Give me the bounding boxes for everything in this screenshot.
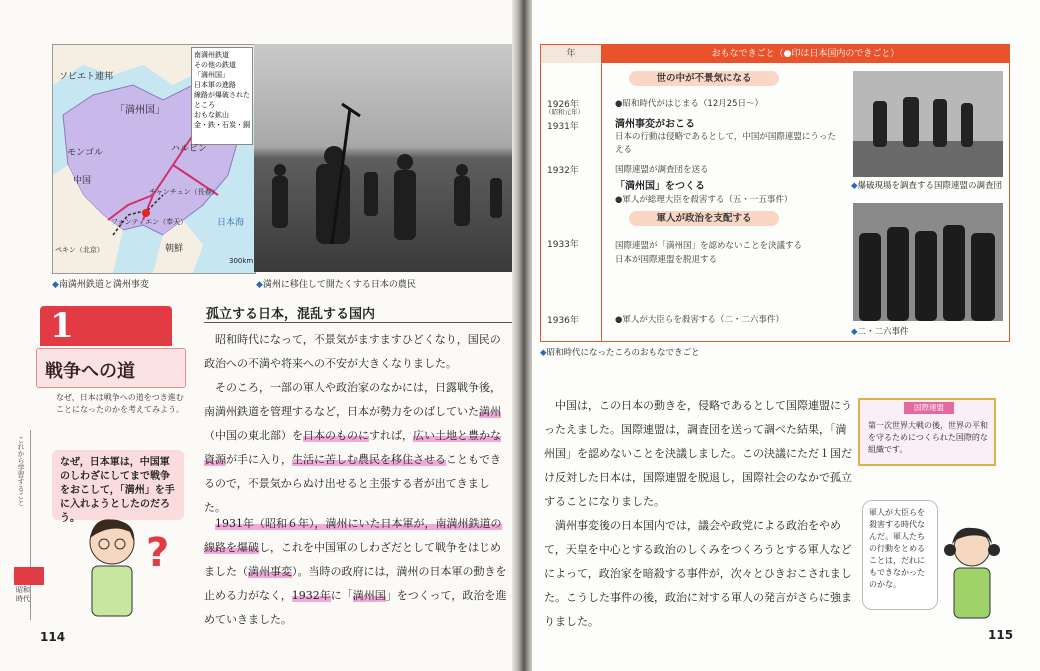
photo-caption-text: 満州に移住して開たくする日本の農民 bbox=[262, 280, 416, 290]
legend-item: その他の鉄道 bbox=[194, 61, 236, 69]
highlighted-text: 満州 bbox=[479, 405, 501, 418]
label-korea: 朝鮮 bbox=[165, 244, 184, 254]
right-page bbox=[532, 0, 1040, 671]
226-incident-photo bbox=[853, 203, 1003, 321]
event-text: ●軍人が総理大臣を殺害する（五・一五事件） bbox=[615, 195, 793, 205]
event-text: 日本の行動は侵略であるとして，中国が国際連盟にうったえる bbox=[615, 132, 836, 155]
label-mongol: モンゴル bbox=[67, 148, 104, 158]
body-paragraph bbox=[204, 376, 510, 520]
legend-item: 南満州鉄道 bbox=[194, 51, 229, 59]
photo-caption bbox=[256, 277, 416, 290]
table-caption-text: 昭和時代になったころのおもなできごと bbox=[546, 348, 700, 358]
event-text: 国際連盟が調査団を送る bbox=[615, 165, 709, 175]
chapter-description: なぜ，日本は戦争への道をつき進むことになったのかを考えてみよう。 bbox=[56, 393, 184, 414]
body-paragraph: 中国は，この日本の動きを，侵略であるとして国際連盟にうったえました。国際連盟は，調査団を送って調べた結果，「満州国」を認めないことを決議しました。この決議にただ１国だけ反対した日本は，国際連盟を脱退し，国際社会のなかで孤立することになりました。 bbox=[544, 399, 852, 508]
226-incident-caption bbox=[851, 325, 909, 337]
event-text: 「満州国」をつくる bbox=[615, 181, 705, 192]
guiding-question: なぜ，日本軍は，中国軍のしわざにしてまで戦争をおこして，「満州」を手に入れようとしたのだろう。 bbox=[52, 450, 184, 520]
farmers-photo bbox=[254, 44, 512, 272]
label-soviet: ソビエト連邦 bbox=[59, 72, 114, 82]
text-run: （中国の東北部）を bbox=[204, 429, 303, 442]
label-sea: 日本海 bbox=[217, 218, 245, 228]
body-paragraph: 満州事変後の日本国内では，議会や政党による政治をやめて，天皇を中心とする政治のしくみをつくろうとする軍人などによって，政治家を暗殺する事件が，次々とひきおこされました。こうした事件の後，政治に対する軍人の発言がさらに強まりました。 bbox=[544, 519, 852, 628]
legend-mines: 金・鉄・石炭・銅 bbox=[194, 121, 250, 129]
map-caption-text: 南満州鉄道と満州事変 bbox=[58, 280, 149, 290]
chapter-number: 1 bbox=[50, 306, 74, 346]
mine-coal: 石炭 bbox=[222, 121, 236, 129]
svg-text:?: ? bbox=[146, 530, 170, 576]
body-paragraph: 昭和時代になって，不景気がますますひどくなり，国民の政治への不満や将来への不安が大きくなりました。 bbox=[204, 333, 501, 370]
text-run: が手に入り， bbox=[226, 453, 292, 466]
event-text: 日本が国際連盟を脱退する bbox=[615, 255, 718, 265]
text-run: 」をつくって，政治を進めていきました。 bbox=[204, 589, 507, 626]
section-underline bbox=[204, 322, 514, 323]
year-1931: 1931年 bbox=[547, 122, 579, 132]
caption-triangle-icon: ◆ bbox=[256, 280, 263, 290]
mine-gold: 金 bbox=[194, 121, 201, 129]
league-photo-caption-text: 爆破現場を調査する国際連盟の調査団 bbox=[857, 181, 1003, 191]
label-changchun: チャンチュン（長春） bbox=[149, 188, 219, 196]
text-run: に「 bbox=[330, 589, 353, 602]
era-pill: 軍人が政治を支配する bbox=[629, 211, 779, 226]
year-1926: 1926年 bbox=[547, 100, 579, 110]
chapter-title: 戦争への道 bbox=[36, 348, 186, 388]
highlighted-text: 満州事変 bbox=[248, 565, 292, 578]
event-text: ●昭和時代がはじまる（12月25日～） bbox=[615, 99, 764, 109]
map-caption bbox=[52, 277, 149, 290]
year-1932: 1932年 bbox=[547, 166, 579, 176]
label-manchukuo: 「満州国」 bbox=[115, 105, 165, 116]
legend-item: 日本軍の進路 bbox=[194, 81, 236, 89]
label-beijing: ペキン（北京） bbox=[55, 246, 104, 254]
glossary-body: 第一次世界大戦の後，世界の平和を守るためにつくられた国際的な組織です。 bbox=[868, 421, 988, 454]
highlighted-text: 日本のものに bbox=[303, 429, 369, 442]
table-caption bbox=[540, 346, 700, 358]
farmers-photo-image bbox=[254, 44, 512, 272]
226-incident-caption-text: 二・二六事件 bbox=[857, 327, 909, 337]
226-incident-photo-image bbox=[853, 203, 1003, 321]
girl-thinking-illustration bbox=[940, 520, 1004, 620]
caption-triangle-icon: ◆ bbox=[52, 280, 59, 290]
era-label: 昭和時代 bbox=[16, 586, 30, 603]
text-run: し，これを中国軍のしわざだとして戦争をはじめました（ bbox=[204, 541, 501, 578]
table-header-year: 年 bbox=[541, 45, 602, 63]
mine-copper: 銅 bbox=[243, 121, 250, 129]
label-fengtian: フォンティエン（奉天） bbox=[111, 218, 188, 226]
highlighted-text: 1932年 bbox=[291, 589, 331, 602]
label-harbin: ハルビン bbox=[171, 144, 208, 154]
manchuria-map bbox=[52, 44, 256, 274]
timeline-table bbox=[540, 44, 1010, 342]
map-legend bbox=[191, 47, 253, 145]
body-paragraph bbox=[204, 512, 510, 632]
legend-item: 「満州国」 bbox=[194, 71, 229, 79]
text-run: そのころ，一部の軍人や政治家のなかには，日露戦争後，南満州鉄道を管理するなど，日本が勢力をのばしていた bbox=[204, 381, 501, 418]
event-text: ●軍人が大臣らを殺害する（二・二六事件） bbox=[615, 315, 784, 325]
speech-bubble: 軍人が大臣らを殺害する時代なんだ。軍人たちの行動をとめることは，だれにもできなかったのかな。 bbox=[862, 500, 938, 610]
year-1936: 1936年 bbox=[547, 316, 579, 326]
league-photo-caption bbox=[851, 179, 1005, 191]
league-photo-image bbox=[853, 71, 1003, 177]
boy-thinking-illustration bbox=[74, 516, 194, 620]
page-number-left: 114 bbox=[40, 630, 66, 644]
text-run: ）。当時の政府には，満州の日本軍の動きを止める力がなく， bbox=[204, 565, 507, 602]
table-header-events: おもなできごと（●印は日本国内のできごと） bbox=[602, 45, 1009, 63]
mine-iron: 鉄 bbox=[208, 121, 215, 129]
glossary-box bbox=[858, 398, 996, 466]
caption-triangle-icon: ◆ bbox=[851, 327, 858, 337]
section-title: 孤立する日本，混乱する国内 bbox=[206, 307, 376, 322]
text-run: すれば， bbox=[369, 429, 413, 442]
year-1933: 1933年 bbox=[547, 240, 579, 250]
caption-triangle-icon: ◆ bbox=[851, 181, 858, 191]
legend-item: 線路が爆破されたところ bbox=[194, 91, 250, 109]
era-marker bbox=[14, 567, 44, 585]
highlighted-text: 生活に苦しむ農民を移住させる bbox=[292, 453, 446, 466]
year-1926-note: （昭和元年） bbox=[545, 108, 584, 116]
label-china: 中国 bbox=[73, 176, 92, 186]
glossary-title: 国際連盟 bbox=[904, 402, 954, 414]
event-text: 満州事変がおこる bbox=[615, 119, 695, 130]
label-scale: 300km bbox=[229, 257, 254, 265]
league-photo bbox=[853, 71, 1003, 177]
legend-mines-title: おもな鉱山 bbox=[194, 111, 229, 119]
era-pill: 世の中が不景気になる bbox=[629, 71, 779, 86]
event-text: 国際連盟が「満州国」を認めないことを決議する bbox=[615, 241, 803, 251]
caption-triangle-icon: ◆ bbox=[540, 348, 547, 358]
highlighted-text: 満州国 bbox=[352, 589, 386, 602]
page-number-right: 115 bbox=[988, 628, 1014, 642]
highlighted-text: 1931年（昭和６年），満州にいた日本軍が，南満州鉄道の線路を爆破 bbox=[204, 517, 502, 554]
highlighted-text: 広い土地と豊かな資源 bbox=[204, 429, 501, 466]
text-run: こともできるので，不景気からぬけ出せると主張する者が出てきました。 bbox=[204, 453, 501, 514]
side-vertical-label: これから学習すること bbox=[17, 436, 25, 506]
